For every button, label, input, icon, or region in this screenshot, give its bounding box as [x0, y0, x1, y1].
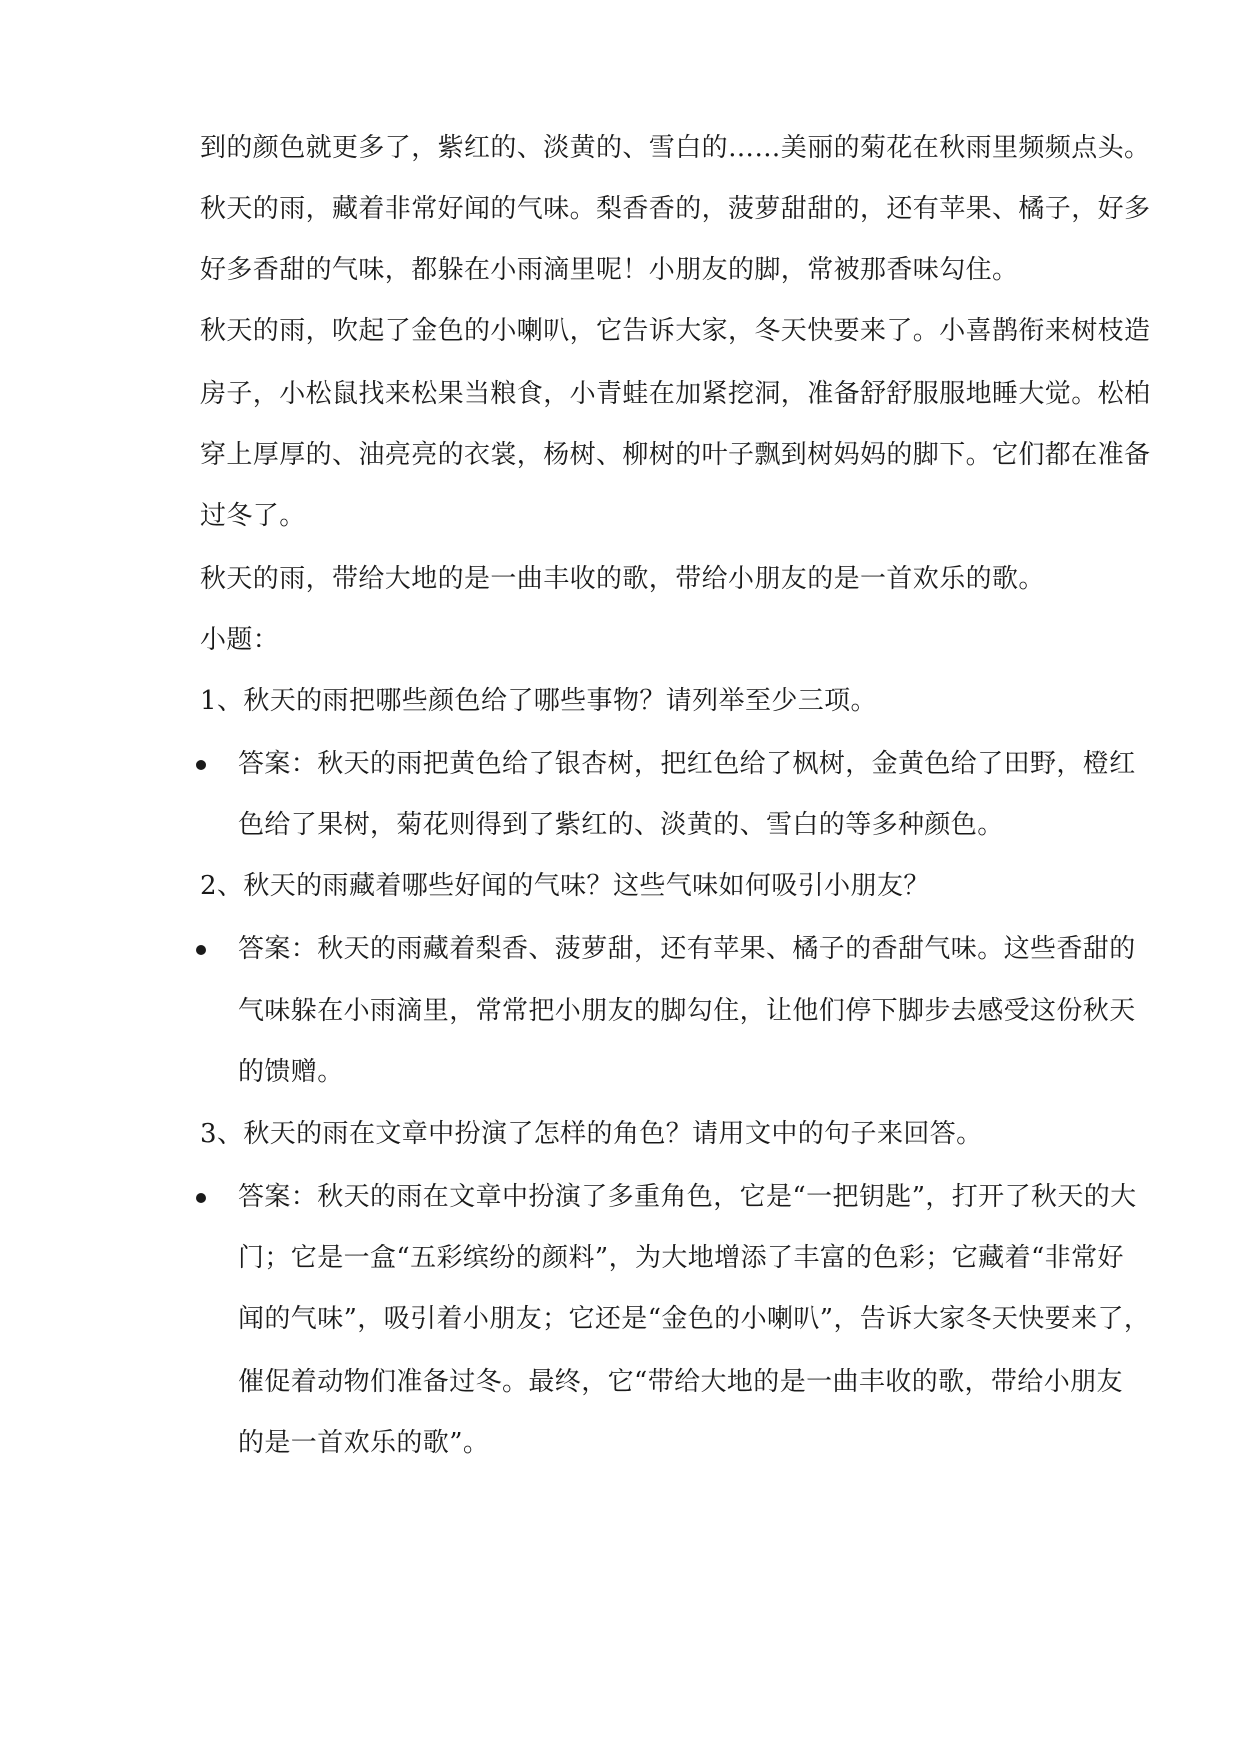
passage-line: 到的颜色就更多了，紫红的、淡黄的、雪白的……美丽的菊花在秋雨里频频点头。 — [200, 133, 1151, 163]
passage-line: 过冬了。 — [200, 501, 306, 531]
section-label: 小题： — [200, 625, 280, 655]
answer-2-line: 的馈赠。 — [238, 1057, 344, 1087]
passage-line: 穿上厚厚的、油亮亮的衣裳，杨树、柳树的叶子飘到树妈妈的脚下。它们都在准备 — [200, 440, 1151, 470]
bullet-icon — [196, 760, 206, 770]
passage-line: 房子，小松鼠找来松果当粮食，小青蛙在加紧挖洞，准备舒舒服服地睡大觉。松柏 — [200, 379, 1151, 409]
answer-2-line: 气味躲在小雨滴里，常常把小朋友的脚勾住，让他们停下脚步去感受这份秋天 — [238, 996, 1136, 1026]
answer-3-line: 的是一首欢乐的歌”。 — [238, 1428, 490, 1458]
passage-line: 秋天的雨，吹起了金色的小喇叭，它告诉大家，冬天快要来了。小喜鹊衔来树枝造 — [200, 316, 1151, 346]
answer-3-line: 催促着动物们准备过冬。最终，它“带给大地的是一曲丰收的歌，带给小朋友 — [238, 1367, 1123, 1397]
answer-3-line: 闻的气味”，吸引着小朋友；它还是“金色的小喇叭”，告诉大家冬天快要来了， — [238, 1304, 1151, 1334]
answer-1-line: 色给了果树，菊花则得到了紫红的、淡黄的、雪白的等多种颜色。 — [238, 810, 1004, 840]
question-3: 3、秋天的雨在文章中扮演了怎样的角色？请用文中的句子来回答。 — [200, 1119, 983, 1149]
answer-1-line: 答案：秋天的雨把黄色给了银杏树，把红色给了枫树，金黄色给了田野，橙红 — [238, 749, 1136, 779]
bullet-icon — [196, 945, 206, 955]
answer-2-line: 答案：秋天的雨藏着梨香、菠萝甜，还有苹果、橘子的香甜气味。这些香甜的 — [238, 934, 1136, 964]
passage-line: 秋天的雨，带给大地的是一曲丰收的歌，带给小朋友的是一首欢乐的歌。 — [200, 564, 1045, 594]
bullet-icon — [196, 1193, 206, 1203]
question-2: 2、秋天的雨藏着哪些好闻的气味？这些气味如何吸引小朋友？ — [200, 871, 930, 901]
question-1: 1、秋天的雨把哪些颜色给了哪些事物？请列举至少三项。 — [200, 686, 877, 716]
answer-3-line: 门；它是一盒“五彩缤纷的颜料”，为大地增添了丰富的色彩；它藏着“非常好 — [238, 1243, 1124, 1273]
passage-line: 好多香甜的气味，都躲在小雨滴里呢！小朋友的脚，常被那香味勾住。 — [200, 255, 1019, 285]
passage-line: 秋天的雨，藏着非常好闻的气味。梨香香的，菠萝甜甜的，还有苹果、橘子，好多 — [200, 194, 1151, 224]
answer-3-line: 答案：秋天的雨在文章中扮演了多重角色，它是“一把钥匙”，打开了秋天的大 — [238, 1182, 1137, 1212]
